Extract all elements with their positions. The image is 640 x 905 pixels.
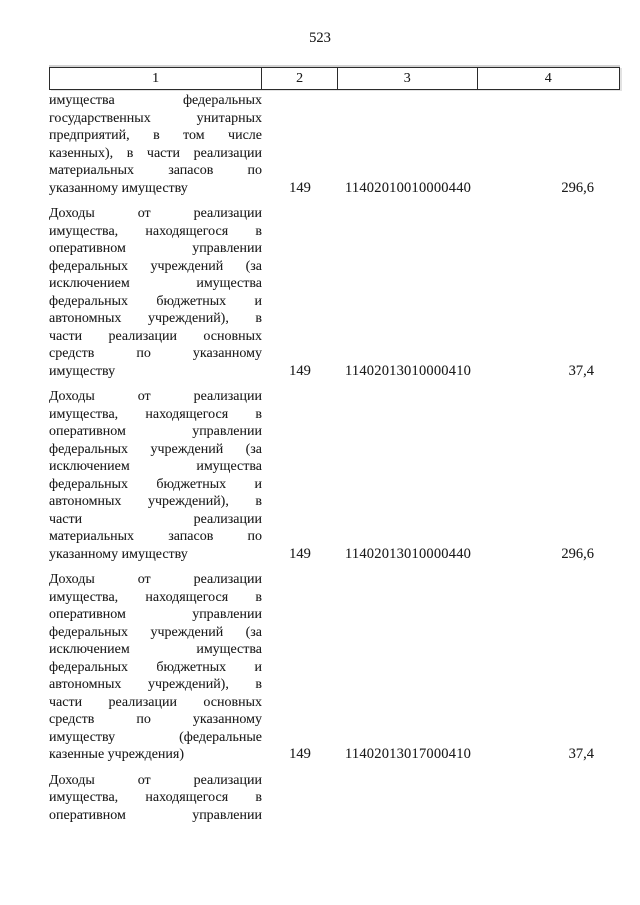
income-name-line: Доходы от реализации [49, 572, 262, 587]
income-name-line: оперативном управлении [49, 241, 262, 256]
income-name-line: федеральных учреждений (за [49, 258, 262, 274]
table-header-row [49, 67, 620, 90]
income-name-line: автономных учреждений), в [49, 677, 262, 692]
income-name-line: казенных), в части реализации [49, 145, 262, 161]
income-name-line: указанному имуществу [49, 546, 188, 562]
admin-code-cell: 149 [289, 746, 311, 762]
income-name-line: автономных учреждений), в [49, 311, 262, 326]
income-name-cell [49, 772, 262, 825]
amount-cell: 296,6 [561, 179, 594, 196]
income-name-line: материальных запасов по [49, 163, 262, 178]
income-name-cell [49, 92, 262, 197]
budget-code-cell: 11402013017000410 [345, 746, 472, 762]
column-header-3: 3 [338, 68, 478, 89]
income-name-line: имущества, находящегося в [49, 790, 262, 805]
income-name-line: указанному имуществу [49, 180, 188, 196]
budget-code-cell: 11402013010000440 [345, 545, 472, 562]
income-name-line: оперативном управлении [49, 424, 262, 439]
income-name-cell [49, 571, 262, 764]
budget-code-cell: 11402010010000440 [345, 179, 472, 196]
income-name-line: Доходы от реализации [49, 389, 262, 404]
income-name-line: средств по указанному [49, 712, 262, 727]
income-name-cell [49, 388, 262, 563]
income-name-line: оперативном управлении [49, 807, 262, 823]
income-name-line: имущества федеральных [49, 93, 262, 108]
income-name-line: федеральных учреждений (за [49, 624, 262, 640]
income-name-line: предприятий, в том числе [49, 128, 262, 143]
table-row [49, 92, 620, 197]
column-header-2: 2 [262, 68, 338, 89]
income-name-line: части реализации основных [49, 694, 262, 710]
table-row [49, 205, 620, 380]
income-name-line: автономных учреждений), в [49, 494, 262, 509]
income-name-line: казенные учреждения) [49, 747, 185, 762]
income-name-line: части реализации основных [49, 328, 262, 344]
amount-cell: 37,4 [568, 362, 594, 379]
income-name-line: государственных унитарных [49, 110, 262, 126]
income-name-line: федеральных бюджетных и [49, 476, 262, 492]
income-name-line: имущества, находящегося в [49, 223, 262, 239]
budget-revenue-table [49, 67, 620, 824]
income-name-line: Доходы от реализации [49, 206, 262, 221]
table-row [49, 388, 620, 563]
income-name-line: Доходы от реализации [49, 772, 262, 788]
income-name-line: материальных запасов по [49, 529, 262, 544]
page-number: 523 [309, 30, 331, 46]
income-name-line: федеральных бюджетных и [49, 659, 262, 675]
table-body [49, 92, 620, 824]
column-header-1: 1 [50, 68, 262, 89]
income-name-line: оперативном управлении [49, 607, 262, 622]
budget-code-cell: 11402013010000410 [345, 362, 472, 379]
income-name-line: федеральных учреждений (за [49, 441, 262, 457]
income-name-line: исключением имущества [49, 642, 262, 657]
income-name-line: федеральных бюджетных и [49, 293, 262, 309]
admin-code-cell: 149 [289, 362, 311, 379]
amount-cell: 37,4 [568, 746, 594, 762]
income-name-line: имущества, находящегося в [49, 406, 262, 422]
column-header-4: 4 [544, 70, 552, 86]
amount-cell: 296,6 [561, 545, 594, 562]
income-name-cell [49, 205, 262, 380]
table-row [49, 772, 620, 825]
income-name-line: средств по указанному [49, 346, 262, 361]
admin-code-cell: 149 [289, 179, 311, 196]
income-name-line: имуществу [49, 363, 116, 379]
income-name-line: имуществу (федеральные [49, 729, 262, 745]
income-name-line: части реализации [49, 511, 262, 527]
income-name-line: исключением имущества [49, 276, 262, 291]
admin-code-cell: 149 [289, 545, 311, 562]
income-name-line: имущества, находящегося в [49, 589, 262, 605]
income-name-line: исключением имущества [49, 459, 262, 474]
table-row [49, 571, 620, 764]
